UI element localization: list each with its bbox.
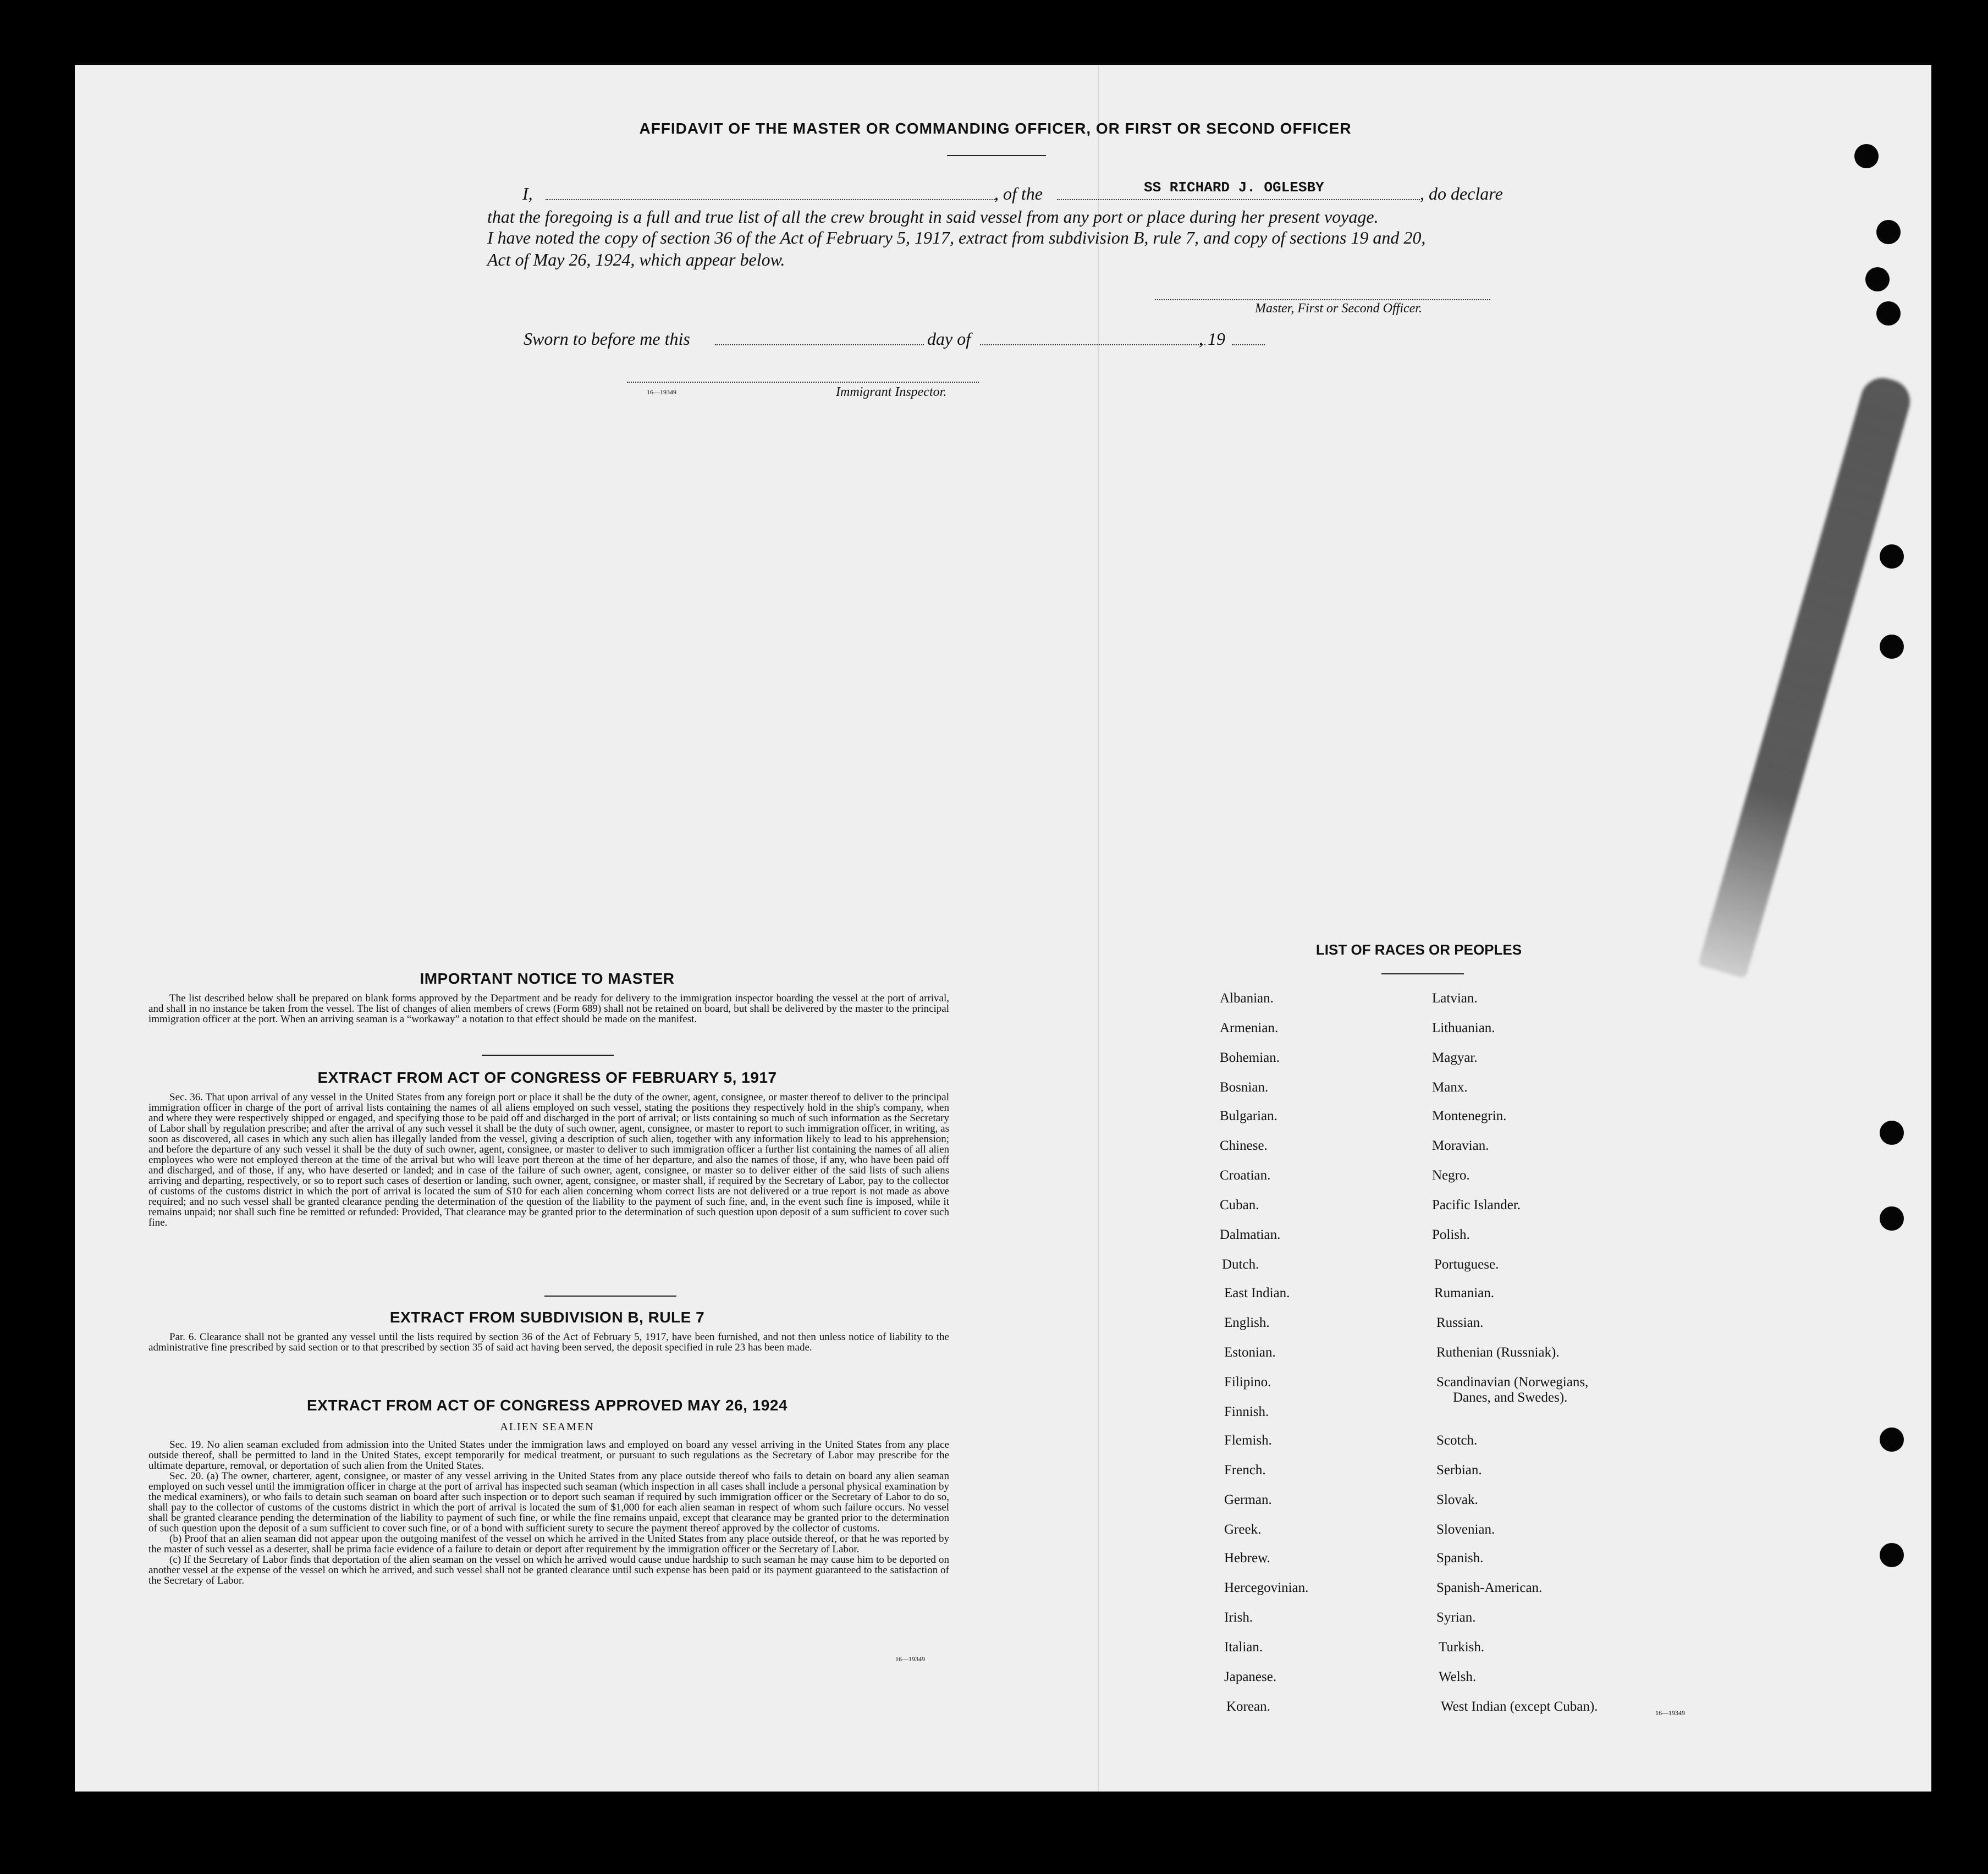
binder-hole: [1880, 1206, 1904, 1231]
race-item: Estonian.: [1224, 1345, 1276, 1360]
race-item: Spanish.: [1436, 1551, 1484, 1566]
inspector-label: Immigrant Inspector.: [836, 385, 947, 399]
extract-1924-title: EXTRACT FROM ACT OF CONGRESS APPROVED MAY 26, 1924: [307, 1397, 788, 1414]
master-label: Master, First or Second Officer.: [1255, 301, 1422, 316]
race-item: Turkish.: [1439, 1640, 1485, 1655]
race-item: Korean.: [1226, 1699, 1270, 1714]
race-item: Portuguese.: [1434, 1257, 1499, 1272]
races-title: LIST OF RACES OR PEOPLES: [1315, 941, 1522, 958]
race-item: Scotch.: [1436, 1433, 1478, 1448]
binder-hole: [1880, 1427, 1904, 1452]
year-blank: [1232, 344, 1265, 345]
race-item: Cuban.: [1220, 1198, 1259, 1212]
binder-hole: [1880, 1121, 1904, 1145]
race-item: Moravian.: [1432, 1138, 1489, 1153]
vessel-blank: [1057, 199, 1420, 200]
section-19-paragraph: Sec. 19. No alien seaman excluded from admission into the United States under the immigration laws and employed on board any vessel arriving in the United States from any place outside thereof, shall be permitted to land in the United States, except temporarily for medical treatment, or pursuant to such regulations as the Secretary of Labor may prescribe for the ultimate departure, removal, or deportation of such alien from the United States.: [148, 1439, 949, 1471]
race-item: Latvian.: [1432, 991, 1478, 1006]
form-number: 16—19349: [647, 388, 676, 396]
race-item: Bulgarian.: [1220, 1109, 1277, 1123]
race-item: Magyar.: [1432, 1050, 1478, 1065]
race-item: Dutch.: [1222, 1257, 1259, 1272]
affidavit-line-2: that the foregoing is a full and true list of all the crew brought in said vessel from any port or place during her present voyage.: [487, 207, 1379, 227]
race-item: Rumanian.: [1434, 1286, 1495, 1300]
binder-hole: [1880, 635, 1904, 659]
race-item: Slovenian.: [1436, 1522, 1495, 1537]
race-item: Lithuanian.: [1432, 1021, 1495, 1035]
section-rule: [544, 1296, 676, 1297]
form-number: 16—19349: [895, 1655, 925, 1663]
affidavit-i: I,: [522, 184, 533, 203]
title-rule: [947, 155, 1046, 156]
alien-seamen-subtitle: ALIEN SEAMEN: [500, 1421, 594, 1433]
ink-smear: [1698, 373, 1915, 978]
race-item: Welsh.: [1439, 1669, 1477, 1684]
race-item: Italian.: [1224, 1640, 1263, 1655]
master-signature-blank: [1155, 299, 1490, 300]
center-fold: [1098, 65, 1099, 1792]
race-item: Spanish-American.: [1436, 1580, 1543, 1595]
race-item: Flemish.: [1224, 1433, 1272, 1448]
notice-paragraph: The list described below shall be prepared on blank forms approved by the Department and be ready for delivery to the immigration inspector boarding the vessel at the port of arrival, and shall in no instance be taken from the vessel. The list of changes of alien members of crews (Form 689) shall not be retained on board, but shall be delivered by the master to the principal immigration officer at the port. When an arriving seaman is a “workaway” a notation to that effect should be made on the manifest.: [148, 993, 949, 1025]
name-blank: [546, 199, 996, 200]
section-20a-paragraph: Sec. 20. (a) The owner, charterer, agent, consignee, or master of any vessel arriving in the United States from any place outside thereof who fails to detain on board any alien seaman employed on such vessel until the immigration officer in charge at the port of arrival has inspected such seaman (which inspection in all cases shall include a personal physical examination by the medical examiners), or who fails to detain such seaman on board after such inspection or to deport such seaman if required by such immigration officer or the Secretary of Labor to do so, shall pay to the collector of customs of the customs district in which the port of arrival is located the sum of $1,000 for each alien seaman in respect of whom such failure occurs. No vessel shall be granted clearance pending the determination of the liability to payment of such fine, or while the fine remains unpaid, except that clearance may be granted prior to the determination of such question upon the deposit of a sum sufficient to cover such fine, or of a bond with sufficient surety to secure the payment thereof approved by the collector of customs.: [148, 1470, 949, 1534]
race-item: Japanese.: [1224, 1669, 1277, 1684]
affidavit-declare: , do declare: [1420, 184, 1503, 203]
affidavit-of-the: , of the: [994, 184, 1043, 203]
section-20b-paragraph: (b) Proof that an alien seaman did not appear upon the outgoing manifest of the vessel on which he arrived in the United States from any place outside thereof, or that he was reported by the master of such vessel as a deserter, shall be prima facie evidence of a failure to detain or deport after requirement by the immigration officer or the Secretary of Labor.: [148, 1533, 949, 1555]
race-item: Serbian.: [1436, 1463, 1482, 1478]
race-item: Armenian.: [1220, 1021, 1279, 1035]
sworn-label: Sworn to before me this: [524, 329, 690, 349]
extract-1917-paragraph: Sec. 36. That upon arrival of any vessel in the United States from any foreign port or place it shall be the duty of the owner, agent, consignee, or master thereof to deliver to the principal immigration officer in charge of the port of arrival lists containing the names of all aliens employed on such vessel, stating the positions they respectively hold in the ship's company, when and where they were respectively shipped or engaged, and specifying those to be paid off and discharged in the port of arrival; or lists containing so much of such information as the Secretary of Labor shall by regulation prescribe; and after the arrival of any such vessel it shall be the duty of such owner, agent, consignee, or master to report to such immigration officer, in writing, as soon as discovered, all cases in which any such alien has illegally landed from the vessel, giving a description of such alien, together with any information likely to lead to his apprehension; and before the departure of any such vessel it shall be the duty of such owner, agent, consignee, or master to deliver to such immigration officer a further list containing the names of all alien employees who were not employed thereon at the time of the arrival but who will leave port thereon at the time of her departure, and also the names of those, if any, who have been paid off and discharged, and of those, if any, who have deserted or landed; and in case of the failure of such owner, agent, consignee, or master so to deliver either of the said lists of such aliens arriving and departing, respectively, or so to report such cases of desertion or landing, such owner, agent, consignee, or master shall, if required by the Secretary of Labor, pay to the collector of customs of the customs district in which the port of arrival is located the sum of $10 for each alien concerning whom correct lists are not delivered or a true report is not made as above required; and no such vessel shall be granted clearance pending the determination of the question of the liability to the payment of such fine, and, in the event such fine is imposed, while it remains unpaid; nor shall such fine be remitted or refunded: Provided, That clearance may be granted prior to the determination of such question upon deposit of a sum sufficient to cover such fine.: [148, 1092, 949, 1228]
rule-7-text: [148, 1332, 949, 1353]
race-item: Scandinavian (Norwegians,: [1436, 1375, 1589, 1390]
rule-7-title: EXTRACT FROM SUBDIVISION B, RULE 7: [389, 1309, 705, 1326]
affidavit-line-3: I have noted the copy of section 36 of the Act of February 5, 1917, extract from subdivision B, rule 7, and copy of sections 19 and 20,: [487, 228, 1426, 247]
race-item: Hebrew.: [1224, 1551, 1270, 1566]
notice-text: [148, 993, 949, 1024]
binder-hole: [1880, 544, 1904, 569]
race-item: English.: [1224, 1315, 1270, 1330]
race-item: Syrian.: [1436, 1610, 1476, 1625]
race-item: Russian.: [1436, 1315, 1484, 1330]
race-item: Bohemian.: [1220, 1050, 1280, 1065]
binder-hole: [1876, 220, 1901, 244]
rule-7-paragraph: Par. 6. Clearance shall not be granted any vessel until the lists required by section 36 of the Act of February 5, 1917, have been furnished, and not then unless notice of liability to the administrative fine prescribed by said section or to that prescribed by section 35 of said act having been served, the deposit specified in rule 23 has been made.: [148, 1331, 949, 1353]
month-blank: [980, 344, 1205, 345]
affidavit-line-4: Act of May 26, 1924, which appear below.: [487, 250, 785, 269]
race-item: Finnish.: [1224, 1404, 1269, 1419]
race-item: French.: [1224, 1463, 1266, 1478]
race-item: Negro.: [1432, 1168, 1470, 1183]
extract-1917-text: [148, 1092, 949, 1228]
race-item: Hercegovinian.: [1224, 1580, 1309, 1595]
sworn-day-blank: [715, 344, 924, 345]
race-item: Chinese.: [1220, 1138, 1268, 1153]
races-title-rule: [1381, 973, 1464, 974]
binder-hole: [1876, 301, 1901, 326]
section-rule: [482, 1055, 614, 1056]
race-item: Albanian.: [1220, 991, 1274, 1006]
day-of-label: day of: [927, 329, 971, 349]
race-item: Filipino.: [1224, 1375, 1271, 1390]
binder-hole: [1880, 1543, 1904, 1567]
race-item: Ruthenian (Russniak).: [1436, 1345, 1560, 1360]
race-item: Croatian.: [1220, 1168, 1271, 1183]
race-item: Dalmatian.: [1220, 1227, 1281, 1242]
affidavit-title: AFFIDAVIT OF THE MASTER OR COMMANDING OFFICER, OR FIRST OR SECOND OFFICER: [639, 120, 1352, 137]
year-prefix: , 19: [1199, 329, 1225, 349]
race-item: Manx.: [1432, 1080, 1468, 1095]
race-item: Pacific Islander.: [1432, 1198, 1521, 1212]
race-item: Bosnian.: [1220, 1080, 1269, 1095]
form-number: 16—19349: [1655, 1709, 1685, 1717]
notice-title: IMPORTANT NOTICE TO MASTER: [420, 970, 675, 987]
race-item: West Indian (except Cuban).: [1441, 1699, 1598, 1714]
race-item: Danes, and Swedes).: [1453, 1390, 1568, 1405]
extract-1917-title: EXTRACT FROM ACT OF CONGRESS OF FEBRUARY 5, 1917: [317, 1069, 777, 1086]
section-20c-paragraph: (c) If the Secretary of Labor finds that deportation of the alien seaman on the vessel on which he arrived would cause undue hardship to such seaman he may cause him to be deported on another vessel at the expense of the vessel on which he arrived, and such vessel shall not be granted clearance until such expense has been paid or its payment guaranteed to the satisfaction of the Secretary of Labor.: [148, 1554, 949, 1586]
binder-hole: [1865, 267, 1890, 291]
extract-1924-text: [148, 1440, 949, 1586]
race-item: German.: [1224, 1492, 1272, 1507]
race-item: Greek.: [1224, 1522, 1262, 1537]
race-item: Montenegrin.: [1432, 1109, 1507, 1123]
race-item: Polish.: [1432, 1227, 1470, 1242]
binder-hole: [1854, 144, 1879, 168]
race-item: Irish.: [1224, 1610, 1253, 1625]
race-item: East Indian.: [1224, 1286, 1290, 1300]
race-item: Slovak.: [1436, 1492, 1478, 1507]
inspector-signature-blank: [627, 382, 979, 383]
vessel-name: SS RICHARD J. OGLESBY: [1144, 179, 1324, 196]
